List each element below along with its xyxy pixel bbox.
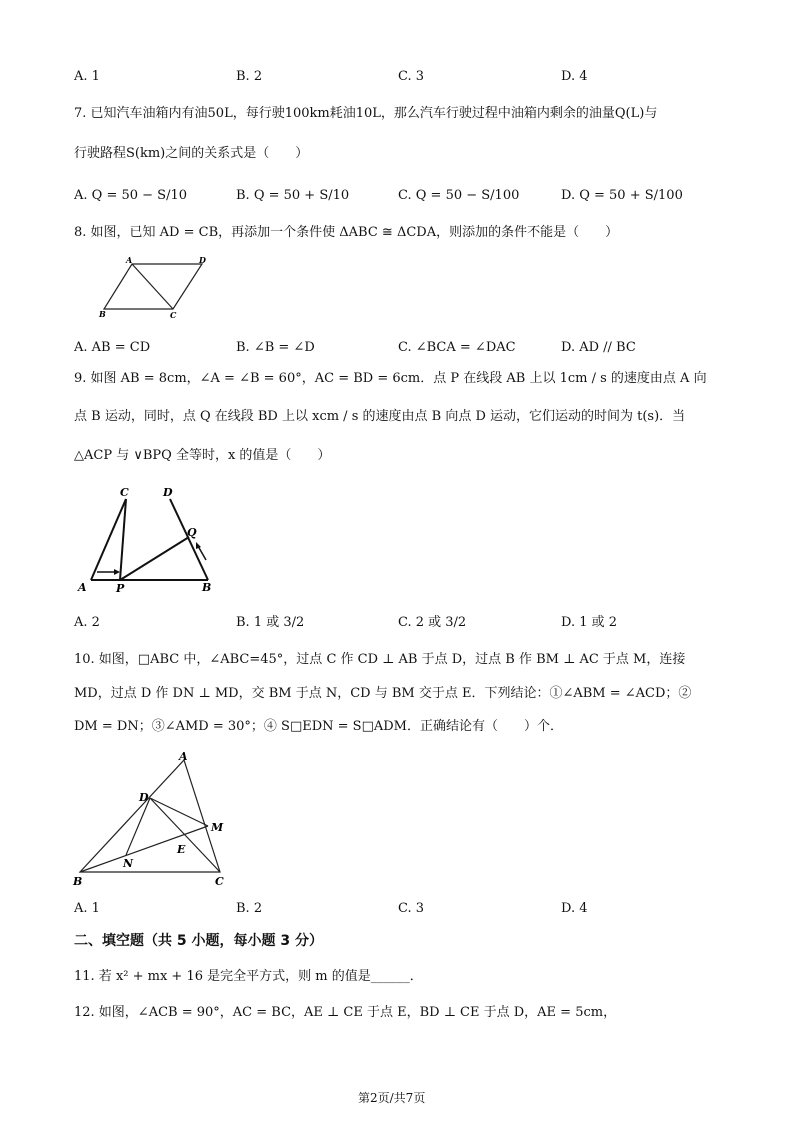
q6-option-c: C. 3 bbox=[398, 69, 425, 84]
q7-option-b: B. Q = 50 + S/10 bbox=[236, 188, 350, 203]
q8-option-d: D. AD // BC bbox=[561, 340, 636, 355]
q8-option-c: C. ∠BCA = ∠DAC bbox=[398, 340, 516, 355]
q8-figure-parallelogram bbox=[95, 255, 220, 321]
q10-stem-line3: DM = DN；③∠AMD = 30°；④ S□EDN = S□ADM．正确结论有（ ）个． bbox=[74, 719, 563, 734]
q9-label-d: D bbox=[163, 486, 173, 499]
q9-stem-line3: △ACP 与 ∨BPQ 全等时，x 的值是（ ） bbox=[74, 448, 331, 463]
q10-label-e: E bbox=[177, 843, 186, 856]
q9-option-d: D. 1 或 2 bbox=[561, 615, 618, 630]
q8-label-a: A bbox=[126, 255, 133, 265]
q10-option-b: B. 2 bbox=[236, 901, 263, 916]
q9-label-q: Q bbox=[187, 526, 197, 539]
q7-stem-line1: 7. 已知汽车油箱内有油50L，每行驶100km耗油10L，那么汽车行驶过程中油箱内剩余的油量Q(L)与 bbox=[74, 106, 658, 121]
q6-option-d: D. 4 bbox=[561, 69, 588, 84]
q9-label-c: C bbox=[120, 486, 129, 499]
q9-label-b: B bbox=[202, 581, 212, 594]
q10-label-a: A bbox=[179, 750, 188, 763]
q9-option-a: A. 2 bbox=[74, 615, 100, 630]
section-title-fill-in: 二、填空题（共 5 小题，每小题 3 分） bbox=[74, 933, 323, 949]
q7-option-d: D. Q = 50 + S/100 bbox=[561, 188, 683, 203]
q10-option-d: D. 4 bbox=[561, 901, 588, 916]
q10-option-a: A. 1 bbox=[74, 901, 100, 916]
q12-stem: 12. 如图，∠ACB = 90°，AC = BC，AE ⊥ CE 于点 E，BD ⊥ CE 于点 D，AE = 5cm， bbox=[74, 1005, 617, 1020]
q6-option-b: B. 2 bbox=[236, 69, 263, 84]
q9-stem-line1: 9. 如图 AB = 8cm，∠A = ∠B = 60°，AC = BD = 6cm．点 P 在线段 AB 上以 1cm / s 的速度由点 A 向 bbox=[74, 371, 707, 386]
q9-label-p: P bbox=[116, 582, 125, 595]
q11-stem: 11. 若 x² + mx + 16 是完全平方式，则 m 的值是______． bbox=[74, 969, 423, 984]
q7-option-a: A. Q = 50 − S/10 bbox=[74, 188, 187, 203]
q10-option-c: C. 3 bbox=[398, 901, 425, 916]
q8-option-b: B. ∠B = ∠D bbox=[236, 340, 315, 355]
q10-label-n: N bbox=[123, 857, 134, 870]
q8-label-c: C bbox=[170, 310, 177, 320]
q9-stem-line2: 点 B 运动，同时，点 Q 在线段 BD 上以 xcm / s 的速度由点 B 向点 D 运动，它们运动的时间为 t(s)．当 bbox=[74, 409, 686, 424]
q10-label-b: B bbox=[73, 875, 83, 888]
q8-stem: 8. 如图，已知 AD = CB，再添加一个条件使 ΔABC ≅ ΔCDA，则添加的条件不能是（ ） bbox=[74, 225, 619, 240]
q10-label-c: C bbox=[215, 875, 224, 888]
q9-option-c: C. 2 或 3/2 bbox=[398, 615, 467, 630]
q8-label-d: D bbox=[199, 255, 206, 265]
q7-stem-line2: 行驶路程S(km)之间的关系式是（ ） bbox=[74, 146, 309, 161]
q8-option-a: A. AB = CD bbox=[74, 340, 151, 355]
q9-option-b: B. 1 或 3/2 bbox=[236, 615, 305, 630]
q10-figure-triangle bbox=[70, 748, 235, 890]
q10-label-m: M bbox=[211, 821, 224, 834]
q6-option-a: A. 1 bbox=[74, 69, 100, 84]
q10-label-d: D bbox=[139, 791, 149, 804]
q10-stem-line1: 10. 如图，□ABC 中，∠ABC=45°，过点 C 作 CD ⊥ AB 于点 D，过点 B 作 BM ⊥ AC 于点 M，连接 bbox=[74, 652, 686, 667]
q9-figure bbox=[70, 480, 220, 600]
q7-option-c: C. Q = 50 − S/100 bbox=[398, 188, 520, 203]
q10-stem-line2: MD，过点 D 作 DN ⊥ MD，交 BM 于点 N，CD 与 BM 交于点 E．下列结论：①∠ABM = ∠ACD；② bbox=[74, 686, 692, 701]
q9-label-a: A bbox=[78, 581, 87, 594]
q8-label-b: B bbox=[99, 309, 106, 319]
page-footer: 第2页/共7页 bbox=[358, 1091, 426, 1105]
